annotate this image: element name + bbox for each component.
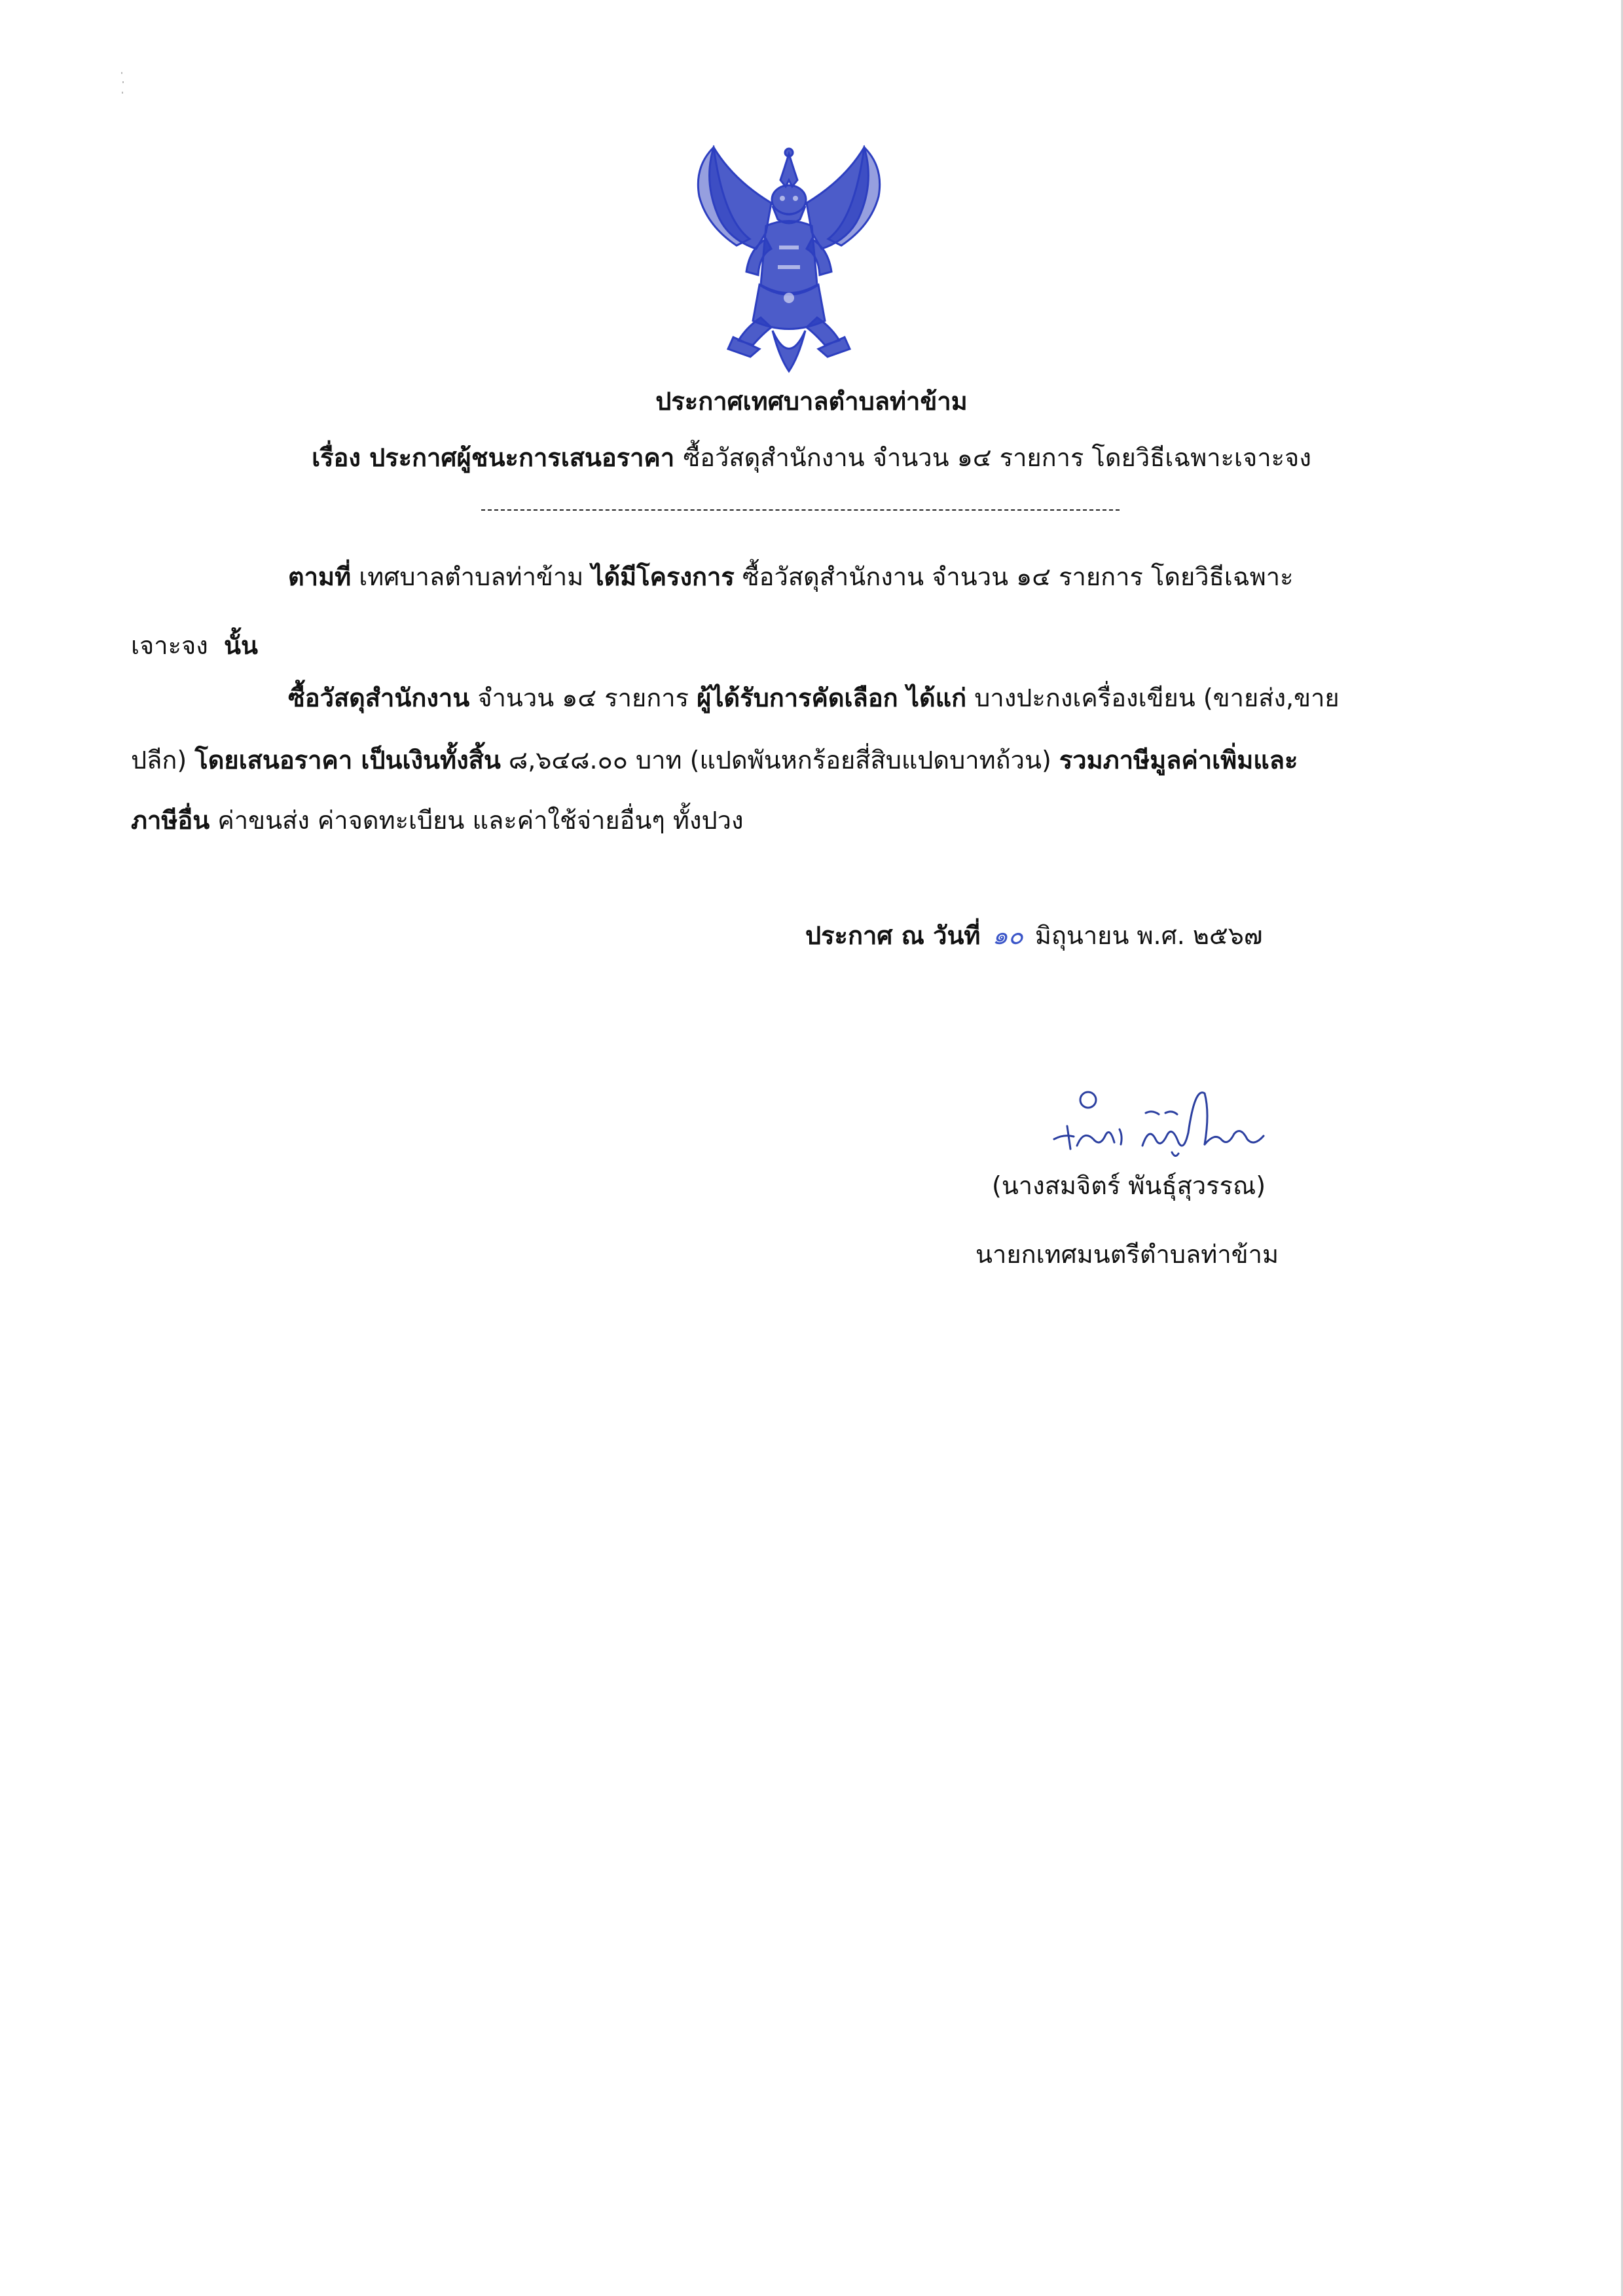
p2-amount: ๘,๖๔๘.๐๐ บาท (แปดพันหกร้อยสี่สิบแปดบาทถ้วน) (508, 746, 1051, 774)
p1-project-cont: เจาะจง (131, 631, 208, 660)
paragraph-1-line-2 (131, 625, 258, 665)
paragraph-2-line-3 (131, 800, 744, 840)
p2-tax-label: รวมภาษีมูลค่าเพิ่มและ (1059, 746, 1298, 774)
date-month-year: มิถุนายน พ.ศ. ๒๕๖๗ (1034, 921, 1263, 950)
p1-has-project: ได้มีโครงการ (591, 562, 735, 591)
separator-rule (481, 509, 1120, 511)
p2-winner-label: ผู้ได้รับการคัดเลือก ได้แก่ (697, 683, 967, 712)
paragraph-1-line-1 (288, 556, 1294, 596)
p2-winner: บางปะกงเครื่องเขียน (ขายส่ง,ขาย (974, 683, 1340, 712)
document-title: ประกาศเทศบาลตำบลท่าข้าม (655, 387, 968, 416)
date-day: ๑๐ (992, 921, 1023, 950)
p1-lead: ตามที่ (288, 562, 352, 591)
subject-text: ซื้อวัสดุสำนักงาน จำนวน ๑๔ รายการ โดยวิธีเฉพาะเจาะจง (683, 443, 1311, 472)
signer-position: นายกเทศมนตรีตำบลท่าข้าม (976, 1240, 1279, 1269)
subject-label: เรื่อง ประกาศผู้ชนะการเสนอราคา (312, 443, 675, 472)
p1-project: ซื้อวัสดุสำนักงาน จำนวน ๑๔ รายการ โดยวิธีเฉพาะ (742, 562, 1294, 591)
announcement-date (805, 915, 1262, 955)
p2-item: ซื้อวัสดุสำนักงาน (288, 683, 470, 712)
handwritten-signature (1048, 1074, 1283, 1172)
p1-org: เทศบาลตำบลท่าข้าม (359, 562, 584, 591)
date-prefix: ประกาศ ณ วันที่ (805, 921, 981, 950)
signer-name: (นางสมจิตร์ พันธุ์สุวรรณ) (992, 1171, 1266, 1200)
p2-tax-other: ภาษีอื่น (131, 806, 210, 835)
paragraph-2-line-1 (288, 678, 1340, 718)
p1-end: นั้น (224, 631, 258, 660)
scan-specks (121, 72, 126, 98)
p2-tax-rest: ค่าขนส่ง ค่าจดทะเบียน และค่าใช้จ่ายอื่นๆ ทั้งปวง (217, 806, 744, 835)
p2-price-label: โดยเสนอราคา เป็นเงินทั้งสิ้น (194, 746, 501, 774)
paragraph-2-line-2 (131, 740, 1298, 780)
garuda-emblem-icon (687, 141, 890, 376)
p2-winner-cont: ปลีก) (131, 746, 187, 774)
p2-count: จำนวน ๑๔ รายการ (477, 683, 689, 712)
subject-line (0, 437, 1623, 477)
